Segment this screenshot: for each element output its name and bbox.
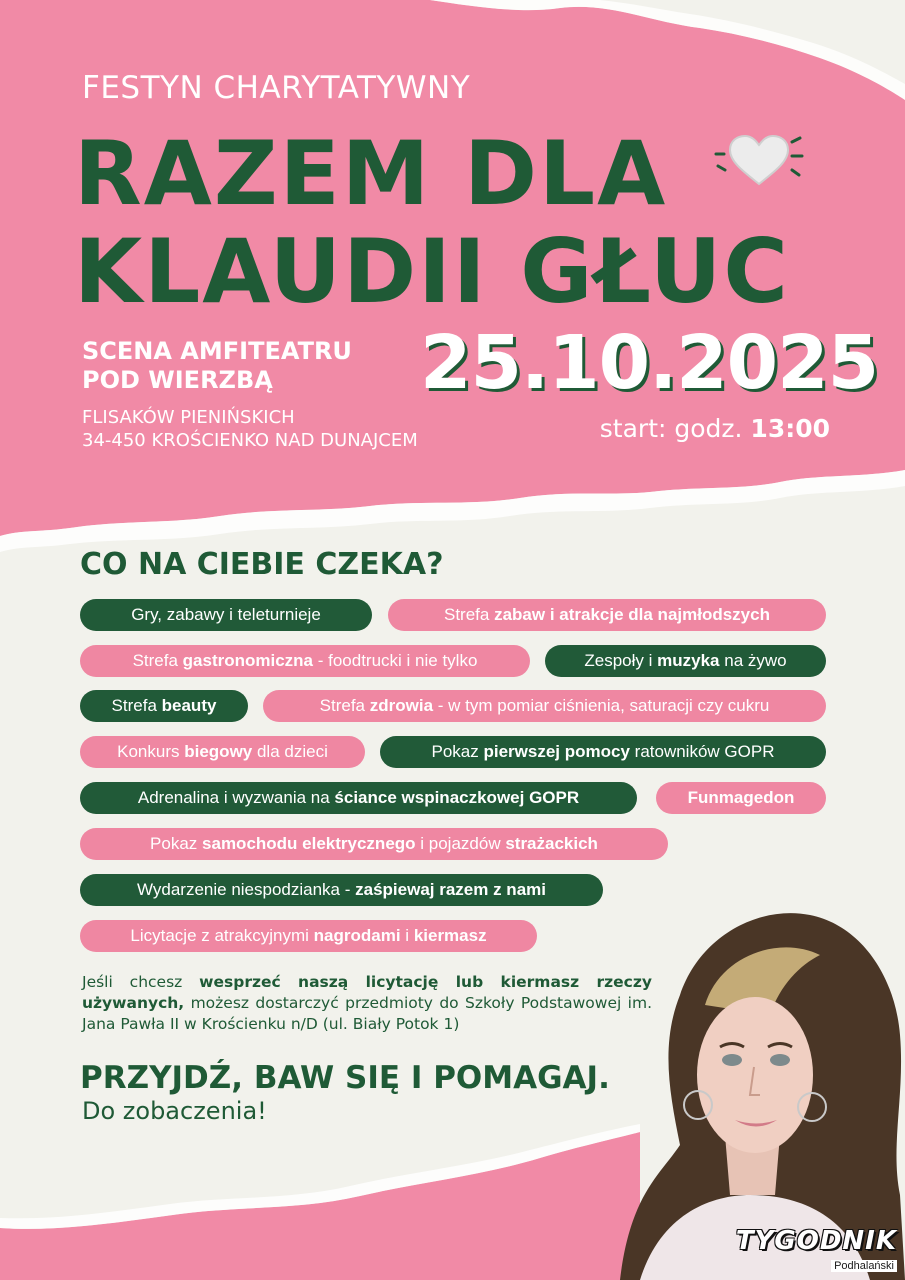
attraction-text: Pokaz <box>150 834 203 853</box>
section-title: CO NA CIEBIE CZEKA? <box>80 547 444 582</box>
venue-line2: POD WIERZBĄ <box>82 366 273 394</box>
attraction-text: Pokaz <box>431 742 484 761</box>
attraction-pill <box>545 645 826 677</box>
attraction-text: dla dzieci <box>252 742 328 761</box>
attraction-pill <box>263 690 826 722</box>
attraction-pill <box>380 736 826 768</box>
venue-address <box>82 406 418 452</box>
attraction-text: kiermasz <box>413 926 487 945</box>
attraction-pill <box>80 828 668 860</box>
note-intro: Jeśli chcesz <box>82 973 200 991</box>
attraction-text: samochodu elektrycznego <box>202 834 416 853</box>
cta-subline: Do zobaczenia! <box>82 1097 267 1125</box>
attraction-text: i <box>400 926 414 945</box>
start-time <box>520 414 830 443</box>
attraction-text: Strefa <box>132 651 183 670</box>
attraction-text: Konkurs <box>117 742 185 761</box>
attraction-text: i pojazdów <box>415 834 506 853</box>
event-title-line2: KLAUDII GŁUC <box>74 220 790 323</box>
attraction-text: Licytacje z atrakcyjnymi <box>130 926 314 945</box>
attraction-text: Funmagedon <box>687 788 795 807</box>
heart-icon <box>714 132 804 192</box>
attraction-pill <box>80 920 537 952</box>
note-highlight: wesprzeć naszą licytację lub kiermasz rzeczy używanych, <box>82 973 652 1012</box>
attraction-text: na żywo <box>719 651 787 670</box>
attraction-text: ratowników GOPR <box>629 742 775 761</box>
publisher-logo <box>736 1226 897 1274</box>
attraction-pill <box>80 874 603 906</box>
attraction-text: zaśpiewaj razem z nami <box>355 880 546 899</box>
attraction-text: nagrodami <box>313 926 401 945</box>
attraction-text: Zespoły i <box>584 651 658 670</box>
attraction-text: Adrenalina i wyzwania na <box>137 788 335 807</box>
attraction-pill <box>388 599 826 631</box>
attraction-text: ściance wspinaczkowej GOPR <box>334 788 580 807</box>
attraction-text: Strefa <box>319 696 370 715</box>
attraction-text: - foodtrucki i nie tylko <box>313 651 478 670</box>
attraction-text: Strefa <box>444 605 495 624</box>
attraction-text: - w tym pomiar ciśnienia, saturacji czy cukru <box>433 696 770 715</box>
logo-title: TYGODNIK <box>735 1226 897 1256</box>
attraction-pill <box>80 782 637 814</box>
attraction-pill <box>80 645 530 677</box>
start-prefix: start: godz. <box>599 414 743 443</box>
cta-headline: PRZYJDŹ, BAW SIĘ I POMAGAJ. <box>80 1060 610 1096</box>
attraction-text: beauty <box>161 696 217 715</box>
logo-subtitle: Podhalański <box>831 1260 897 1272</box>
event-kicker: FESTYN CHARYTATYWNY <box>82 70 471 106</box>
venue-name <box>82 337 352 395</box>
attraction-text: Wydarzenie niespodzianka - <box>136 880 356 899</box>
attraction-pill <box>80 736 365 768</box>
portrait-photo <box>600 895 905 1280</box>
attraction-pill <box>80 690 248 722</box>
attraction-pill <box>80 599 372 631</box>
attraction-text: pierwszej pomocy <box>483 742 630 761</box>
venue-line1: SCENA AMFITEATRU <box>82 337 352 365</box>
event-title-line1: RAZEM DLA <box>74 122 668 225</box>
attraction-text: strażackich <box>505 834 598 853</box>
attraction-text: zdrowia <box>369 696 434 715</box>
attraction-text: biegowy <box>184 742 253 761</box>
event-date: 25.10.2025 <box>420 320 879 406</box>
note-details: możesz dostarczyć przedmioty do Szkoły Podstawowej im. Jana Pawła II w Krościenku n/D (ul. Biały Potok 1) <box>82 994 652 1033</box>
address-line1: FLISAKÓW PIENIŃSKICH <box>82 407 295 428</box>
attraction-pill <box>656 782 826 814</box>
attraction-text: zabaw i atrakcje dla najmłodszych <box>494 605 770 624</box>
attraction-text: Strefa <box>111 696 162 715</box>
address-line2: 34-450 KROŚCIENKO NAD DUNAJCEM <box>82 430 418 451</box>
attraction-text: muzyka <box>657 651 720 670</box>
attraction-text: Gry, zabawy i teleturnieje <box>131 605 321 624</box>
start-hour: 13:00 <box>750 414 830 443</box>
donation-note <box>82 972 652 1035</box>
attraction-text: gastronomiczna <box>182 651 314 670</box>
